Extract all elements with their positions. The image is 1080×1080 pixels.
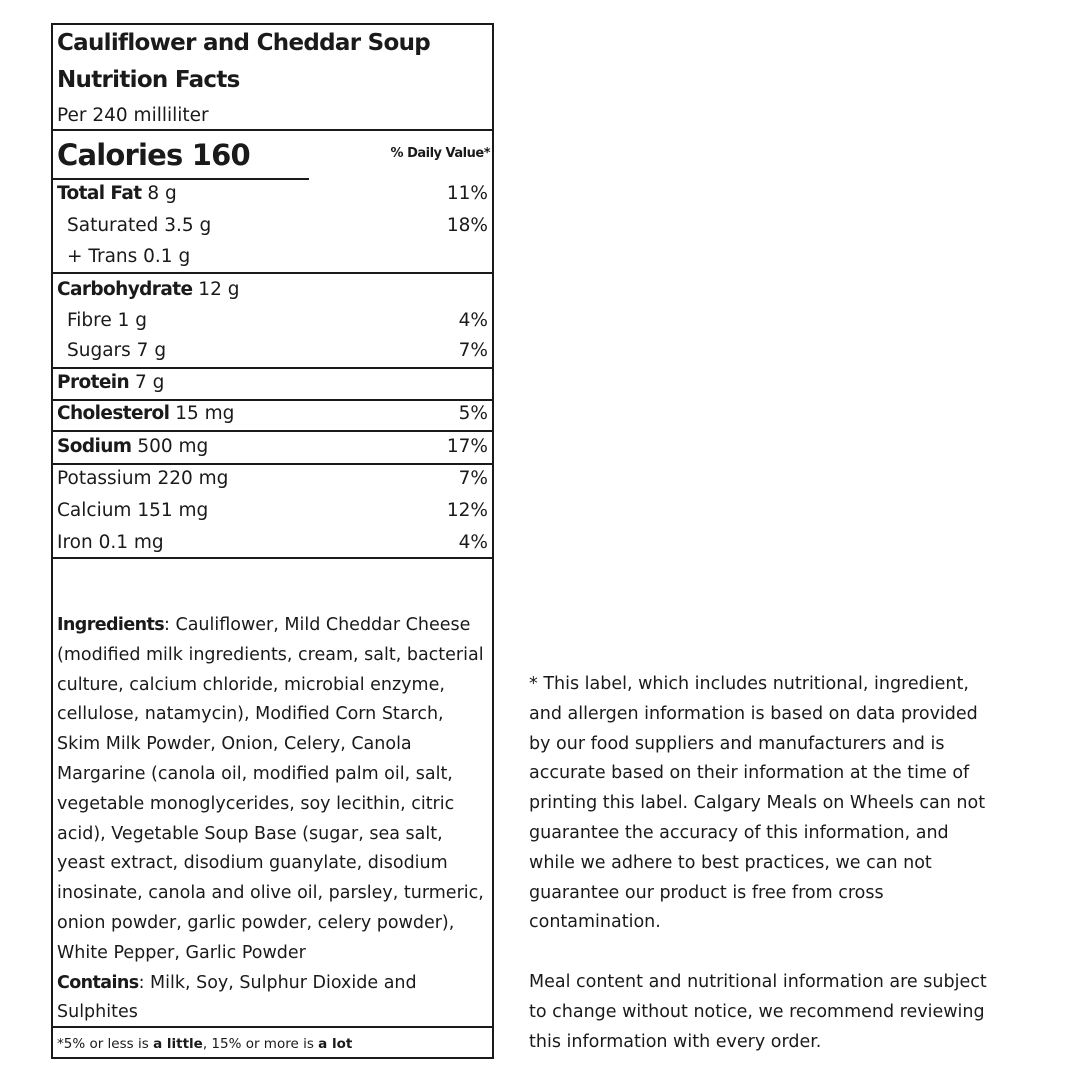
disclaimer-line: this information with every order.	[529, 1031, 822, 1052]
disclaimer-line: contamination.	[529, 912, 661, 933]
ingredients-line: inosinate, canola and olive oil, parsley, turmeric,	[57, 883, 484, 904]
divider	[53, 430, 492, 432]
ingredients-line: Skim Milk Powder, Onion, Celery, Canola	[57, 734, 412, 755]
disclaimer-line: guarantee the accuracy of this information, and	[529, 822, 949, 843]
nutrient-dv: 12%	[446, 500, 488, 521]
ingredients-line: (modified milk ingredients, cream, salt, bacterial	[57, 644, 484, 665]
nutrient-name: Saturated 3.5 g	[67, 215, 212, 236]
paragraph-gap	[529, 938, 1029, 968]
nutrient-dv: 11%	[446, 183, 488, 204]
disclaimer-line: by our food suppliers and manufacturers and is	[529, 733, 945, 754]
nutrient-name: Carbohydrate	[57, 279, 193, 300]
serving-size: Per 240 milliliter	[57, 105, 209, 126]
product-name: Cauliflower and Cheddar Soup	[57, 30, 431, 56]
disclaimer-line: guarantee our product is free from cross	[529, 882, 884, 903]
ingredients-line: Margarine (canola oil, modified palm oil, salt,	[57, 763, 453, 784]
nutrient-name: Cholesterol	[57, 403, 170, 424]
nutrient-name: Sugars 7 g	[67, 340, 167, 361]
nutrient-name: Potassium 220 mg	[57, 468, 229, 489]
nutrient-dv: 17%	[446, 436, 488, 457]
disclaimer-line: while we adhere to best practices, we can not	[529, 852, 932, 873]
disclaimer-line: accurate based on their information at the time of	[529, 763, 970, 784]
nutrition-facts-heading: Nutrition Facts	[57, 67, 240, 93]
nutrient-dv: 18%	[446, 215, 488, 236]
nutrient-name: Fibre 1 g	[67, 310, 148, 331]
calories-underline	[53, 178, 309, 180]
nutrient-dv: 7%	[458, 340, 488, 361]
contains-line: Contains: Milk, Soy, Sulphur Dioxide and	[57, 972, 417, 993]
disclaimer-text	[529, 670, 1029, 1057]
ingredients-line: White Pepper, Garlic Powder	[57, 942, 306, 963]
divider	[53, 129, 492, 131]
nutrient-amount: 8 g	[141, 183, 177, 204]
ingredients-label: Ingredients	[57, 615, 165, 635]
disclaimer-line: Meal content and nutritional information are subject	[529, 971, 987, 992]
disclaimer-line: printing this label. Calgary Meals on Wheels can not	[529, 793, 986, 814]
nutrient-dv: 5%	[458, 403, 488, 424]
nutrient-name: Calcium 151 mg	[57, 500, 209, 521]
divider	[53, 367, 492, 369]
contains-label: Contains	[57, 972, 139, 993]
nutrient-amount: 15 mg	[169, 403, 235, 424]
ingredients-line: vegetable monoglycerides, soy lecithin, citric	[57, 793, 455, 814]
calories: Calories 160	[57, 138, 250, 172]
divider	[53, 1026, 492, 1028]
daily-value-header: % Daily Value*	[390, 146, 490, 161]
divider	[53, 399, 492, 401]
nutrient-name: + Trans 0.1 g	[67, 246, 191, 267]
ingredients-line: cellulose, natamycin), Modified Corn Starch,	[57, 704, 444, 725]
nutrient-name: Iron 0.1 mg	[57, 532, 164, 553]
nutrient-dv: 7%	[458, 468, 488, 489]
disclaimer-line: to change without notice, we recommend reviewing	[529, 1001, 985, 1022]
nutrient-name: Total Fat	[57, 183, 142, 204]
contains-line: Sulphites	[57, 1002, 138, 1023]
divider	[53, 557, 492, 559]
divider	[53, 272, 492, 274]
daily-value-footnote: *5% or less is a little, 15% or more is a lot	[57, 1036, 353, 1052]
nutrient-amount: 500 mg	[131, 436, 209, 457]
disclaimer-line: * This label, which includes nutritional, ingredient,	[529, 674, 969, 694]
nutrient-name: Protein	[57, 372, 130, 393]
nutrient-dv: 4%	[458, 532, 488, 553]
disclaimer-line: and allergen information is based on data provided	[529, 703, 978, 724]
nutrient-amount: 12 g	[192, 279, 240, 300]
nutrient-amount: 7 g	[129, 372, 165, 393]
ingredients-line: Ingredients: Cauliflower, Mild Cheddar Cheese	[57, 615, 471, 635]
ingredients-block	[57, 611, 489, 1028]
ingredients-line: acid), Vegetable Soup Base (sugar, sea salt,	[57, 823, 443, 844]
ingredients-line: culture, calcium chloride, microbial enzyme,	[57, 674, 445, 695]
divider	[53, 463, 492, 465]
ingredients-line: onion powder, garlic powder, celery powder),	[57, 912, 455, 933]
ingredients-line: yeast extract, disodium guanylate, disodium	[57, 853, 448, 874]
nutrition-facts-label	[51, 23, 494, 1059]
nutrient-dv: 4%	[458, 310, 488, 331]
nutrient-name: Sodium	[57, 436, 132, 457]
